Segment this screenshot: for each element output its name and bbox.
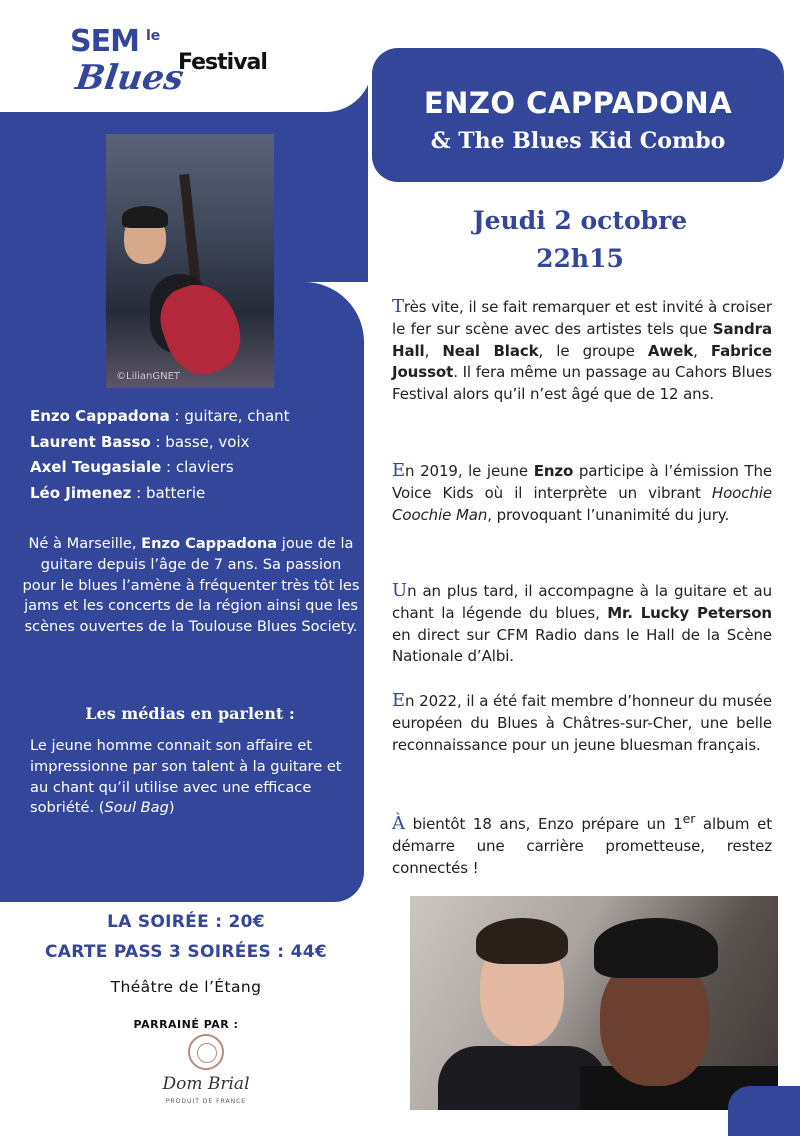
press-quote (30, 736, 350, 819)
band-name: & The Blues Kid Combo (430, 128, 726, 154)
logo-blues: Blues (73, 58, 186, 98)
artist-mention: Sandra Hall (392, 319, 772, 360)
para-text: , (424, 341, 443, 360)
para-text: en direct sur CFM Radio dans le Hall de la Scène Nationale d’Albi. (392, 625, 772, 666)
para-text: , (693, 341, 711, 360)
paragraph-first-album (392, 808, 772, 879)
musician-name: Laurent Basso (30, 432, 151, 451)
musician-name: Léo Jimenez (30, 483, 132, 502)
para-text: rès vite, il se fait remarquer et est invité à croiser le fer sur scène avec des artistes tels que (392, 298, 772, 338)
cap-shape (594, 918, 718, 978)
para-text: , le groupe (538, 341, 648, 360)
lineup-item (30, 430, 360, 456)
lineup-item (30, 404, 360, 430)
hair-shape (122, 206, 168, 228)
artist-mention: Awek (647, 341, 694, 360)
quote-close: ) (168, 799, 175, 817)
band-lineup (30, 404, 360, 506)
sponsor-tagline: PRODUIT DE FRANCE (165, 1098, 247, 1105)
drop-cap: E (392, 460, 406, 481)
bio-text: joue de la guitare depuis l’âge de 7 ans. Sa passion pour le blues l’amène à fréquenter très tôt les jams et les concerts de la région ainsi que les scènes ouvertes de la Toulouse Blues Society. (22, 535, 360, 636)
press-heading: Les médias en parlent : (85, 704, 295, 723)
musician-role: : basse, voix (150, 432, 250, 451)
drop-cap: U (392, 580, 408, 601)
artist-bio (22, 534, 360, 638)
single-evening-price: LA SOIRÉE : 20€ (107, 912, 265, 932)
artist-portrait-photo (106, 134, 274, 388)
para-text: album et démarre une carrière prometteuse, restez connectés ! (392, 815, 773, 877)
person-hair-shape (476, 918, 568, 964)
musician-name: Enzo Cappadona (30, 407, 170, 425)
lineup-item (30, 481, 360, 507)
drop-cap: T (392, 296, 404, 317)
event-time: 22h15 (536, 244, 624, 273)
bio-artist-name: Enzo Cappadona (141, 535, 278, 552)
pass-price: CARTE PASS 3 SOIRÉES : 44€ (44, 942, 328, 962)
para-text: n 2022, il a été fait membre d’honneur du musée européen du Blues à Châtres-sur-Cher, une belle reconnaissance pour un jeune bluesman français. (392, 692, 772, 754)
title-box (372, 48, 784, 182)
sponsor-seal-icon (188, 1034, 224, 1070)
musician-role: : guitare, chant (169, 407, 290, 425)
paragraph-voice-kids (392, 460, 772, 526)
quote-text: Le jeune homme connait son affaire et impressionne par son talent à la guitare et au chant qu’il utilise avec une efficace sobriété. ( (30, 737, 342, 817)
festival-label: Festival (178, 50, 267, 75)
logo-le: le (146, 28, 161, 44)
corner-decoration (728, 1086, 800, 1136)
bio-text: Né à Marseille, (28, 535, 142, 552)
lineup-item (30, 455, 360, 481)
paragraph-lucky-peterson (392, 580, 772, 668)
para-text: n 2019, le jeune (405, 462, 534, 480)
quote-source: Soul Bag (104, 799, 169, 817)
paragraph-honorary-member (392, 690, 772, 756)
artist-with-lucky-peterson-photo (410, 896, 778, 1110)
superscript: er (682, 811, 696, 826)
musician-role: : claviers (161, 458, 234, 476)
festival-logo (66, 24, 186, 116)
artist-mention: Fabrice Joussot (392, 341, 772, 382)
venue-name: Théâtre de l’Étang (110, 978, 262, 996)
musician-name: Axel Teugasiale (30, 458, 162, 476)
para-text: bientôt 18 ans, Enzo prépare un 1 (404, 815, 683, 833)
drop-cap: E (392, 690, 406, 711)
para-text: . Il fera même un passage au Cahors Blues Festival alors qu’il n’est âgé que de 12 ans. (392, 363, 772, 404)
para-text: n an plus tard, il accompagne à la guitare et au chant la légende du blues, (392, 582, 772, 622)
drop-cap: À (392, 813, 405, 834)
musician-role: : batterie (131, 483, 206, 502)
event-date: Jeudi 2 octobre (472, 206, 688, 235)
photo-credit: ©LilianGNET (116, 371, 181, 382)
paragraph-early-career (392, 296, 772, 406)
artist-name: ENZO CAPPADONA (423, 86, 733, 120)
song-title: Hoochie Coochie Man (392, 483, 772, 524)
artist-mention: Enzo (533, 462, 574, 480)
logo-sem: SEM (70, 24, 139, 59)
sponsor-logo: Dom Brial (162, 1074, 250, 1094)
sponsor-label: PARRAINÉ PAR : (133, 1018, 239, 1031)
para-text: , provoquant l’unanimité du jury. (487, 505, 730, 524)
artist-mention: Neal Black (442, 341, 539, 360)
para-text: participe à l’émission The Voice Kids où il interprète un vibrant (392, 462, 773, 502)
artist-mention: Mr. Lucky Peterson (607, 603, 773, 622)
